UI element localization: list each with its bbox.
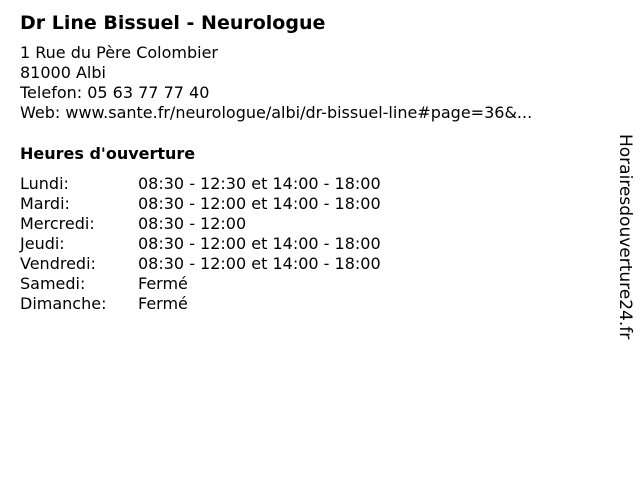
hours-heading: Heures d'ouverture [20, 144, 196, 163]
hours-row-dimanche [20, 294, 381, 314]
day-label: Jeudi: [20, 234, 65, 253]
hours-row-mercredi [20, 214, 381, 234]
day-hours: 08:30 - 12:00 [138, 214, 247, 233]
day-hours: Fermé [138, 274, 188, 293]
day-hours: 08:30 - 12:00 et 14:00 - 18:00 [138, 234, 381, 253]
day-hours: 08:30 - 12:00 et 14:00 - 18:00 [138, 194, 381, 213]
day-hours: Fermé [138, 294, 188, 313]
address-city: 81000 Albi [20, 63, 106, 82]
phone-number: Telefon: 05 63 77 77 40 [20, 83, 210, 102]
day-label: Lundi: [20, 174, 69, 193]
day-label: Mardi: [20, 194, 70, 213]
day-label: Vendredi: [20, 254, 96, 273]
hours-row-mardi [20, 194, 381, 214]
day-label: Samedi: [20, 274, 86, 293]
website-link: Web: www.sante.fr/neurologue/albi/dr-bissuel-line#page=36&... [20, 103, 533, 122]
site-watermark: Horairesdouverture24.fr [615, 134, 635, 340]
contact-block [20, 43, 532, 123]
day-hours: 08:30 - 12:00 et 14:00 - 18:00 [138, 254, 381, 273]
hours-table [20, 174, 381, 314]
day-hours: 08:30 - 12:30 et 14:00 - 18:00 [138, 174, 381, 193]
page-title: Dr Line Bissuel - Neurologue [20, 12, 326, 34]
hours-row-lundi [20, 174, 381, 194]
day-label: Dimanche: [20, 294, 107, 313]
day-label: Mercredi: [20, 214, 95, 233]
hours-row-jeudi [20, 234, 381, 254]
hours-row-samedi [20, 274, 381, 294]
hours-row-vendredi [20, 254, 381, 274]
address-street: 1 Rue du Père Colombier [20, 43, 218, 62]
